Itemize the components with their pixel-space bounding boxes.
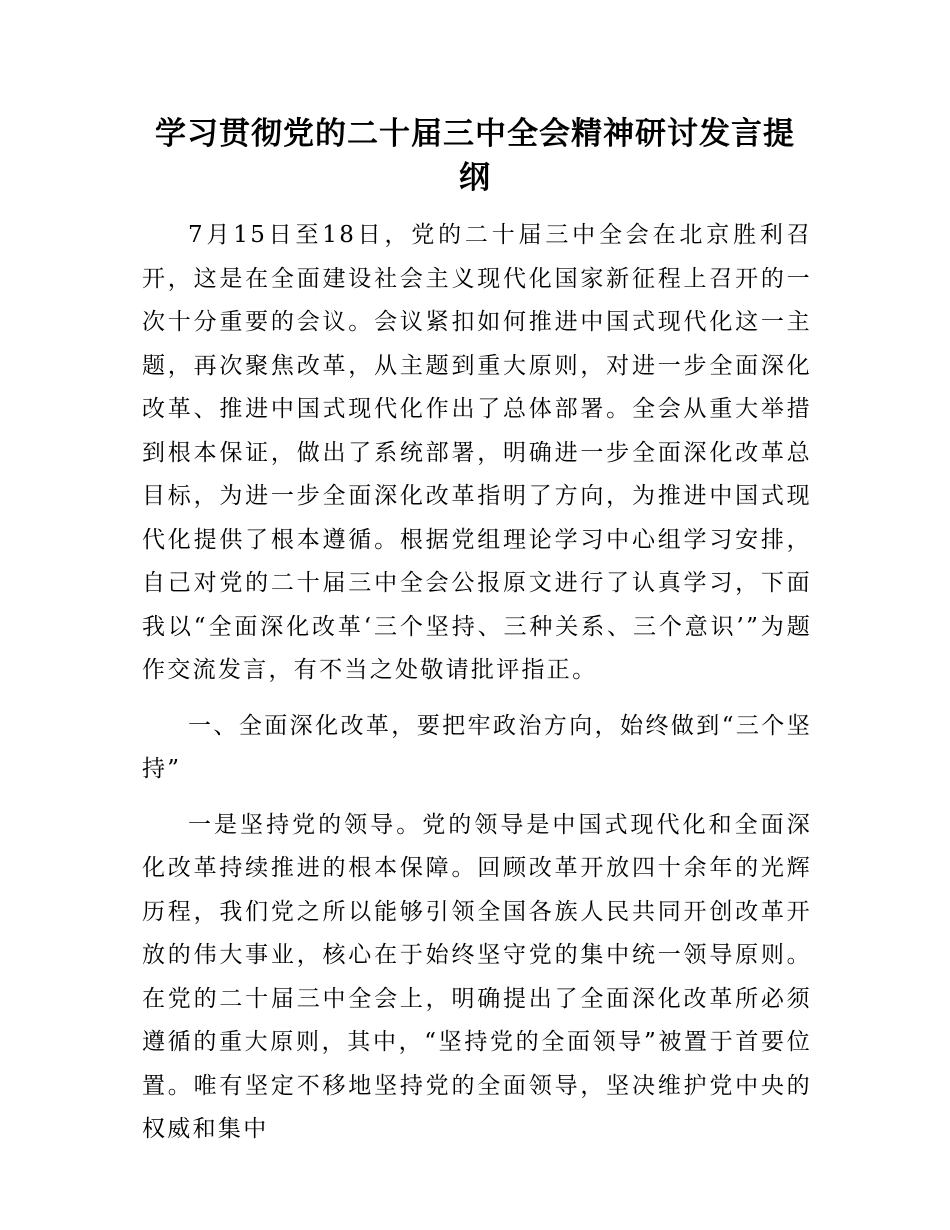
document-body [142,214,812,1152]
document-title: 学习贯彻党的二十届三中全会精神研讨发言提纲 [155,116,795,196]
intro-paragraph: 7月15日至18日，党的二十届三中全会在北京胜利召开，这是在全面建设社会主义现代化国家新征程上召开的一次十分重要的会议。会议紧扣如何推进中国式现代化这一主题，再次聚焦改革，从主题到重大原则，对进一步全面深化改革、推进中国式现代化作出了总体部署。全会从重大举措到根本保证，做出了系统部署，明确进一步全面深化改革总目标，为进一步全面深化改革指明了方向，为推进中国式现代化提供了根本遵循。根据党组理论学习中心组学习安排，自己对党的二十届三中全会公报原文进行了认真学习，下面我以“全面深化改革‘三个坚持、三种关系、三个意识’”为题作交流发言，有不当之处敬请批评指正。 [142,222,812,683]
body-paragraph: 一是坚持党的领导。党的领导是中国式现代化和全面深化改革持续推进的根本保障。回顾改革开放四十余年的光辉历程，我们党之所以能够引领全国各族人民共同开创改革开放的伟大事业，核心在于始终坚守党的集中统一领导原则。在党的二十届三中全会上，明确提出了全面深化改革所必须遵循的重大原则，其中，“坚持党的全面领导”被置于首要位置。唯有坚定不移地坚持党的全面领导，坚决维护党中央的权威和集中 [142,811,812,1142]
section-heading: 一、全面深化改革，要把牢政治方向，始终做到“三个坚持” [142,712,812,782]
